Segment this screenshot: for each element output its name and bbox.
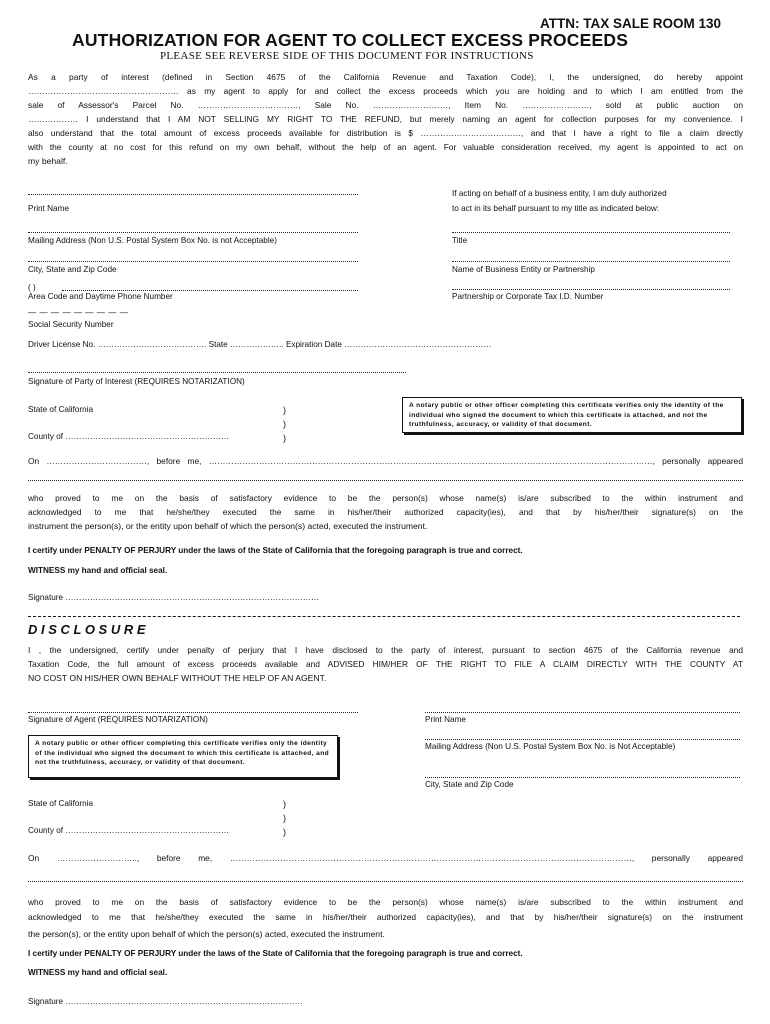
- party-signature-label: Signature of Party of Interest (REQUIRES NOTARIZATION): [28, 377, 245, 386]
- intro-line-7: my behalf.: [28, 156, 68, 166]
- paren: ): [283, 433, 286, 443]
- paren: ): [283, 827, 286, 837]
- county-field[interactable]: County of ……………………………………………………: [28, 432, 230, 441]
- tax-id-label: Partnership or Corporate Tax I.D. Number: [452, 292, 604, 301]
- witness-line: WITNESS my hand and official seal.: [28, 566, 168, 575]
- title-field[interactable]: [452, 232, 730, 233]
- form-subtitle: PLEASE SEE REVERSE SIDE OF THIS DOCUMENT FOR INSTRUCTIONS: [160, 50, 534, 62]
- paren: ): [283, 419, 286, 429]
- proved-line-3: instrument the person(s), or the entity upon behalf of which the person(s) acted, executed the instrument.: [28, 521, 428, 531]
- proved-line-1: who proved to me on the basis of satisfactory evidence to be the person(s) whose name(s) is/are subscribed to the within instrument and: [28, 897, 743, 907]
- county-field[interactable]: County of ……………………………………………………: [28, 826, 230, 835]
- perjury-certification: I certify under PENALTY OF PERJURY under the laws of the State of California that the foregoing paragraph is true and correct.: [28, 949, 523, 958]
- mailing-address-field[interactable]: [28, 232, 358, 233]
- form-title: AUTHORIZATION FOR AGENT TO COLLECT EXCESS PROCEEDS: [72, 30, 629, 50]
- proved-line-1: who proved to me on the basis of satisfactory evidence to be the person(s) whose name(s) is/are subscribed to the within instrument and: [28, 493, 743, 503]
- perjury-certification: I certify under PENALTY OF PERJURY under the laws of the State of California that the foregoing paragraph is true and correct.: [28, 546, 523, 555]
- notary-notice-box: A notary public or other officer completing this certificate verifies only the identity of the individual who signed the document to which this certificate is attached, and not the truthfulness, accuracy, or validity of that document.: [402, 397, 742, 433]
- business-entity-label: Name of Business Entity or Partnership: [452, 265, 595, 274]
- intro-line-6: with the county at no cost for this refund on my own behalf, without the help of an agent. For valuable consideration received, my agent is appointed to act on: [28, 142, 743, 152]
- notary-signature-line[interactable]: Signature ……………………………………………………………………………: [28, 997, 303, 1006]
- notary-on-line[interactable]: On ……………………….., before me, ………………………………………………………………………………………………………………………………, personally appeared: [28, 853, 743, 863]
- business-entity-field[interactable]: [452, 261, 730, 262]
- business-note-1: If acting on behalf of a business entity, I am duly authorized: [452, 189, 667, 198]
- state-of-california: State of California: [28, 799, 94, 808]
- state-of-california: State of California: [28, 405, 94, 414]
- agent-signature-field[interactable]: [28, 712, 358, 713]
- intro-line-4: ……………… I understand that I AM NOT SELLING MY RIGHT TO THE REFUND, but merely naming an agent for collection purposes for my convenience. I: [28, 114, 743, 124]
- party-signature-field[interactable]: [28, 372, 406, 373]
- proved-line-3: the person(s), or the entity upon behalf of which the person(s) acted, executed the instrument.: [28, 929, 385, 939]
- title-label: Title: [452, 236, 468, 245]
- section-divider: [28, 616, 740, 617]
- paren: ): [283, 799, 286, 809]
- agent-print-name-label: Print Name: [425, 715, 466, 724]
- attn-line: ATTN: TAX SALE ROOM 130: [540, 16, 722, 31]
- print-name-label: Print Name: [28, 204, 69, 213]
- appeared-field[interactable]: [28, 881, 743, 882]
- notary-notice-box: A notary public or other officer completing this certificate verifies only the identity of the individual who signed the document to which this certificate is attached, and not the truthfulness, accuracy, or validity of that document.: [28, 735, 338, 778]
- mailing-address-label: Mailing Address (Non U.S. Postal System Box No. is not Acceptable): [28, 236, 277, 245]
- paren: ): [283, 813, 286, 823]
- tax-id-field[interactable]: [452, 289, 730, 290]
- agent-signature-label: Signature of Agent (REQUIRES NOTARIZATION): [28, 715, 208, 724]
- notary-on-line[interactable]: On ………………………………, before me, ……………………………………………………………………………………………………………………………………………, personally appeared: [28, 456, 743, 466]
- disclosure-line-1: I , the undersigned, certify under penalty of perjury that I have disclosed to the party of interest, pursuant to section 4675 of the California revenue and: [28, 645, 743, 655]
- intro-line-5: also understand that the total amount of excess proceeds available for distribution is $ ………………………………, and that I have a right to file a claim directly: [28, 128, 743, 138]
- proved-line-2: acknowledged to me that he/she/they executed the same in his/her/their authorized capacity(ies), and that by his/her/their signature(s) on the: [28, 507, 743, 517]
- ssn-field[interactable]: — — — — — — — — —: [28, 308, 129, 317]
- witness-line: WITNESS my hand and official seal.: [28, 968, 168, 977]
- notary-signature-line[interactable]: Signature …………………………………………………………………………………: [28, 593, 320, 602]
- disclosure-line-3: NO COST ON HIS/HER OWN BEHALF WITHOUT THE HELP OF AN AGENT.: [28, 673, 327, 683]
- business-note-2: to act in its behalf pursuant to my title as indicated below:: [452, 204, 660, 213]
- agent-mailing-label: Mailing Address (Non U.S. Postal System Box No. is Not Acceptable): [425, 742, 676, 751]
- print-name-field[interactable]: [28, 194, 358, 195]
- disclosure-heading: D I S C L O S U R E: [28, 622, 146, 637]
- ssn-label: Social Security Number: [28, 320, 114, 329]
- agent-mailing-field[interactable]: [425, 739, 740, 740]
- proved-line-2: acknowledged to me that he/she/they executed the same in his/her/their authorized capacity(ies), and that by his/her/their signature(s) on the instrument: [28, 912, 743, 922]
- agent-city-label: City, State and Zip Code: [425, 780, 514, 789]
- phone-label: Area Code and Daytime Phone Number: [28, 292, 173, 301]
- intro-line-1: As a party of interest (defined in Section 4675 of the California Revenue and Taxation Code), I, the undersigned, do hereby appoint: [28, 72, 743, 82]
- city-label: City, State and Zip Code: [28, 265, 117, 274]
- driver-license-line[interactable]: Driver License No. …………………………………. State ……………….. Expiration Date ………………………………………………: [28, 340, 492, 349]
- intro-line-3: sale of Assessor's Parcel No. ………………………………, Sale No. ………………………, Item No. ……………………, sold at public auction on: [28, 100, 743, 110]
- phone-field[interactable]: [62, 290, 358, 291]
- paren: ): [283, 405, 286, 415]
- city-field[interactable]: [28, 261, 358, 262]
- intro-line-2: ……………………………………………… as my agent to apply for and collect the excess proceeds which you are holding and to which I am entitled from the: [28, 86, 743, 96]
- disclosure-line-2: Taxation Code, the full amount of excess proceeds available and ADVISED HIM/HER OF THE RIGHT TO FILE A CLAIM DIRECTLY WITH THE COUNTY AT: [28, 659, 743, 669]
- agent-print-name-field[interactable]: [425, 712, 740, 713]
- appeared-field[interactable]: [28, 480, 743, 481]
- area-code-parens: ( ): [28, 283, 36, 292]
- agent-city-field[interactable]: [425, 777, 740, 778]
